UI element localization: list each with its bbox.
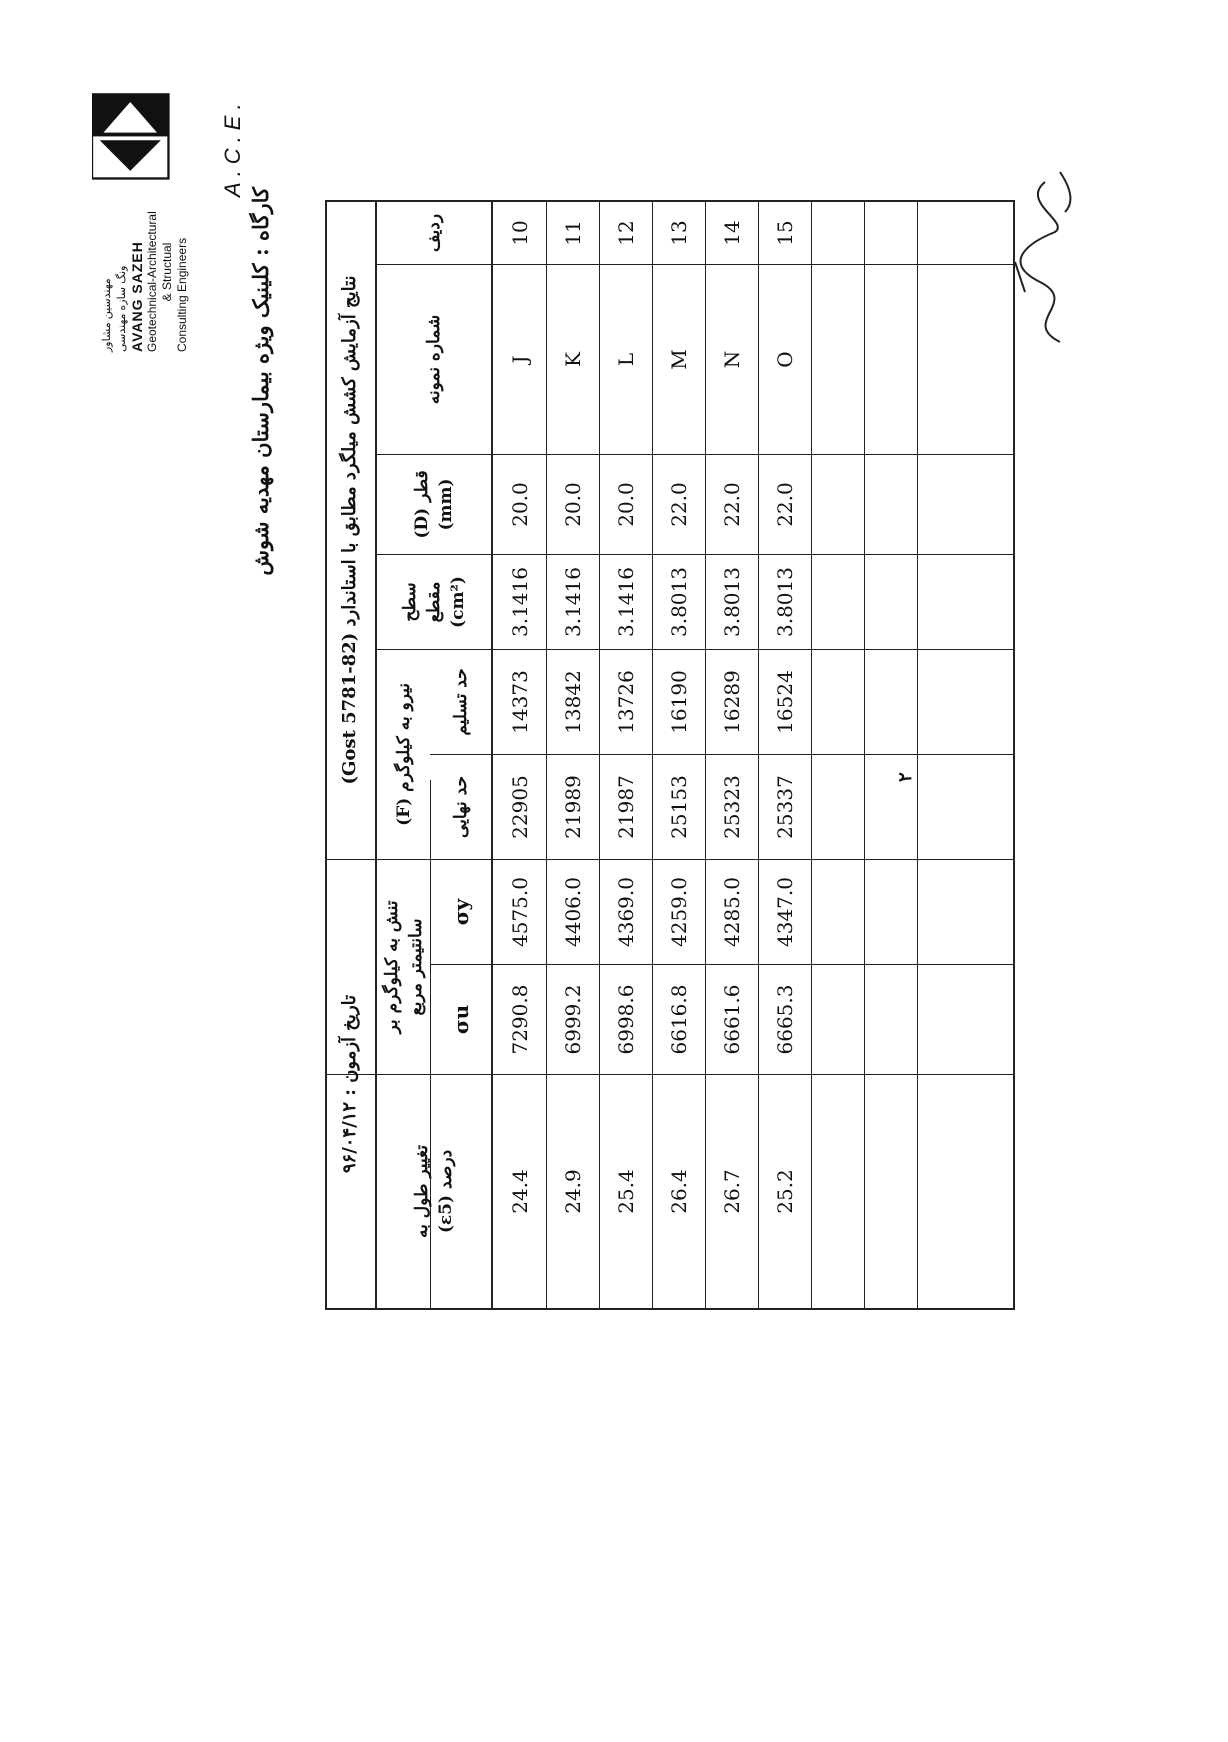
results-table [325,200,1015,1310]
table-cell-su: 6665.3 [772,984,797,1055]
table-cell-sample: K [560,352,585,367]
table-cell-yield: 13726 [613,670,638,734]
header-row-no: ردیف [424,213,444,253]
table-cell-row: 12 [613,220,638,246]
table-cell-area: 3.1416 [507,567,532,637]
table-cell-area: 3.1416 [613,567,638,637]
table-cell-sample: L [613,352,638,367]
table-cell-area: 3.1416 [560,567,585,637]
table-cell-d: 22.0 [772,482,797,527]
header-diameter: قطر (D) (mm) [412,470,456,539]
table-cell-d: 20.0 [560,482,585,527]
table-cell-yield: 14373 [507,670,532,734]
header-elongation: تغییر طول به درصد (ε5) [412,1145,456,1238]
table-cell-sy: 4406.0 [560,877,585,947]
table-cell-d: 22.0 [666,482,691,527]
table-cell-row: 10 [507,220,532,246]
company-name-fa-2: ونگ سازه مهندسی [116,265,128,352]
table-cell-e: 24.9 [560,1169,585,1214]
table-cell-row: 14 [719,220,744,246]
table-cell-e: 25.2 [772,1169,797,1214]
table-cell-e: 26.7 [719,1169,744,1214]
table-cell-d: 22.0 [719,482,744,527]
table-cell-su: 6661.6 [719,984,744,1055]
table-cell-yield: 13842 [560,670,585,734]
header-stress: تنش به کیلوگرم بر سانتیمتر مربع [381,900,426,1034]
table-cell-area: 3.8013 [772,567,797,637]
table-cell-sample: J [507,355,532,364]
table-cell-ult: 25323 [719,775,744,839]
site-title: کارگاه : کلینیک ویژه بیمارستان مهدیه شوش [248,187,273,576]
company-logo [92,22,222,182]
company-line-3: Consulting Engineers [175,237,189,352]
table-cell-yield: 16190 [666,670,691,734]
table-cell-ult: 21987 [613,775,638,839]
table-title: نتایج آزمایش کشش میلگرد مطابق با استاندارد (Gost 5781-82) [339,275,360,785]
table-cell-area: 3.8013 [666,567,691,637]
table-cell-yield: 16524 [772,670,797,734]
table-cell-e: 24.4 [507,1169,532,1214]
table-cell-sample: O [772,351,797,368]
company-line-1: Geotechnical-Architectural [145,211,159,352]
table-cell-e: 25.4 [613,1169,638,1214]
header-ultimate: حد نهایی [451,776,471,838]
table-cell-row: 15 [772,220,797,246]
signature-image [1000,152,1090,352]
header-sigma-u: σu [449,1004,473,1035]
table-cell-sy: 4369.0 [613,877,638,947]
table-cell-su: 7290.8 [507,984,532,1055]
header-force: نیرو به کیلوگرم (F) [393,683,414,826]
table-cell-d: 20.0 [613,482,638,527]
table-cell-ult: 22905 [507,775,532,839]
table-cell-row: 13 [666,220,691,246]
company-name-fa-1: مهندسین مشاور [101,278,113,352]
table-cell-e: 26.4 [666,1169,691,1214]
table-cell-ult: 25337 [772,775,797,839]
table-cell-area: 3.8013 [719,567,744,637]
table-cell-su: 6616.8 [666,984,691,1055]
table-cell-d: 20.0 [507,482,532,527]
table-cell-su: 6999.2 [560,984,585,1055]
company-info [100,192,190,352]
header-yield: حد تسلیم [451,668,471,736]
header-sample: شماره نمونه [424,314,444,405]
table-cell-ult: 25153 [666,775,691,839]
table-cell-sy: 4285.0 [719,877,744,947]
table-cell-su: 6998.6 [613,984,638,1055]
company-name: AVANG SAZEH [129,241,145,352]
page-number: ۲ [895,772,916,782]
table-cell-sy: 4347.0 [772,877,797,947]
header-sigma-y: σy [449,898,473,926]
table-cell-sample: M [666,349,691,370]
table-cell-ult: 21989 [560,775,585,839]
table-cell-row: 11 [560,220,585,246]
test-date: تاریخ آزمون : ۹۶/۰۴/۱۲ [339,994,360,1174]
header-area: سطح مقطع (cm²) [400,576,468,628]
company-mark: A.C.E. [220,97,245,197]
table-cell-sy: 4575.0 [507,877,532,947]
company-line-2: & Structual [160,242,174,302]
table-cell-yield: 16289 [719,670,744,734]
table-cell-sy: 4259.0 [666,877,691,947]
table-cell-sample: N [719,350,744,369]
